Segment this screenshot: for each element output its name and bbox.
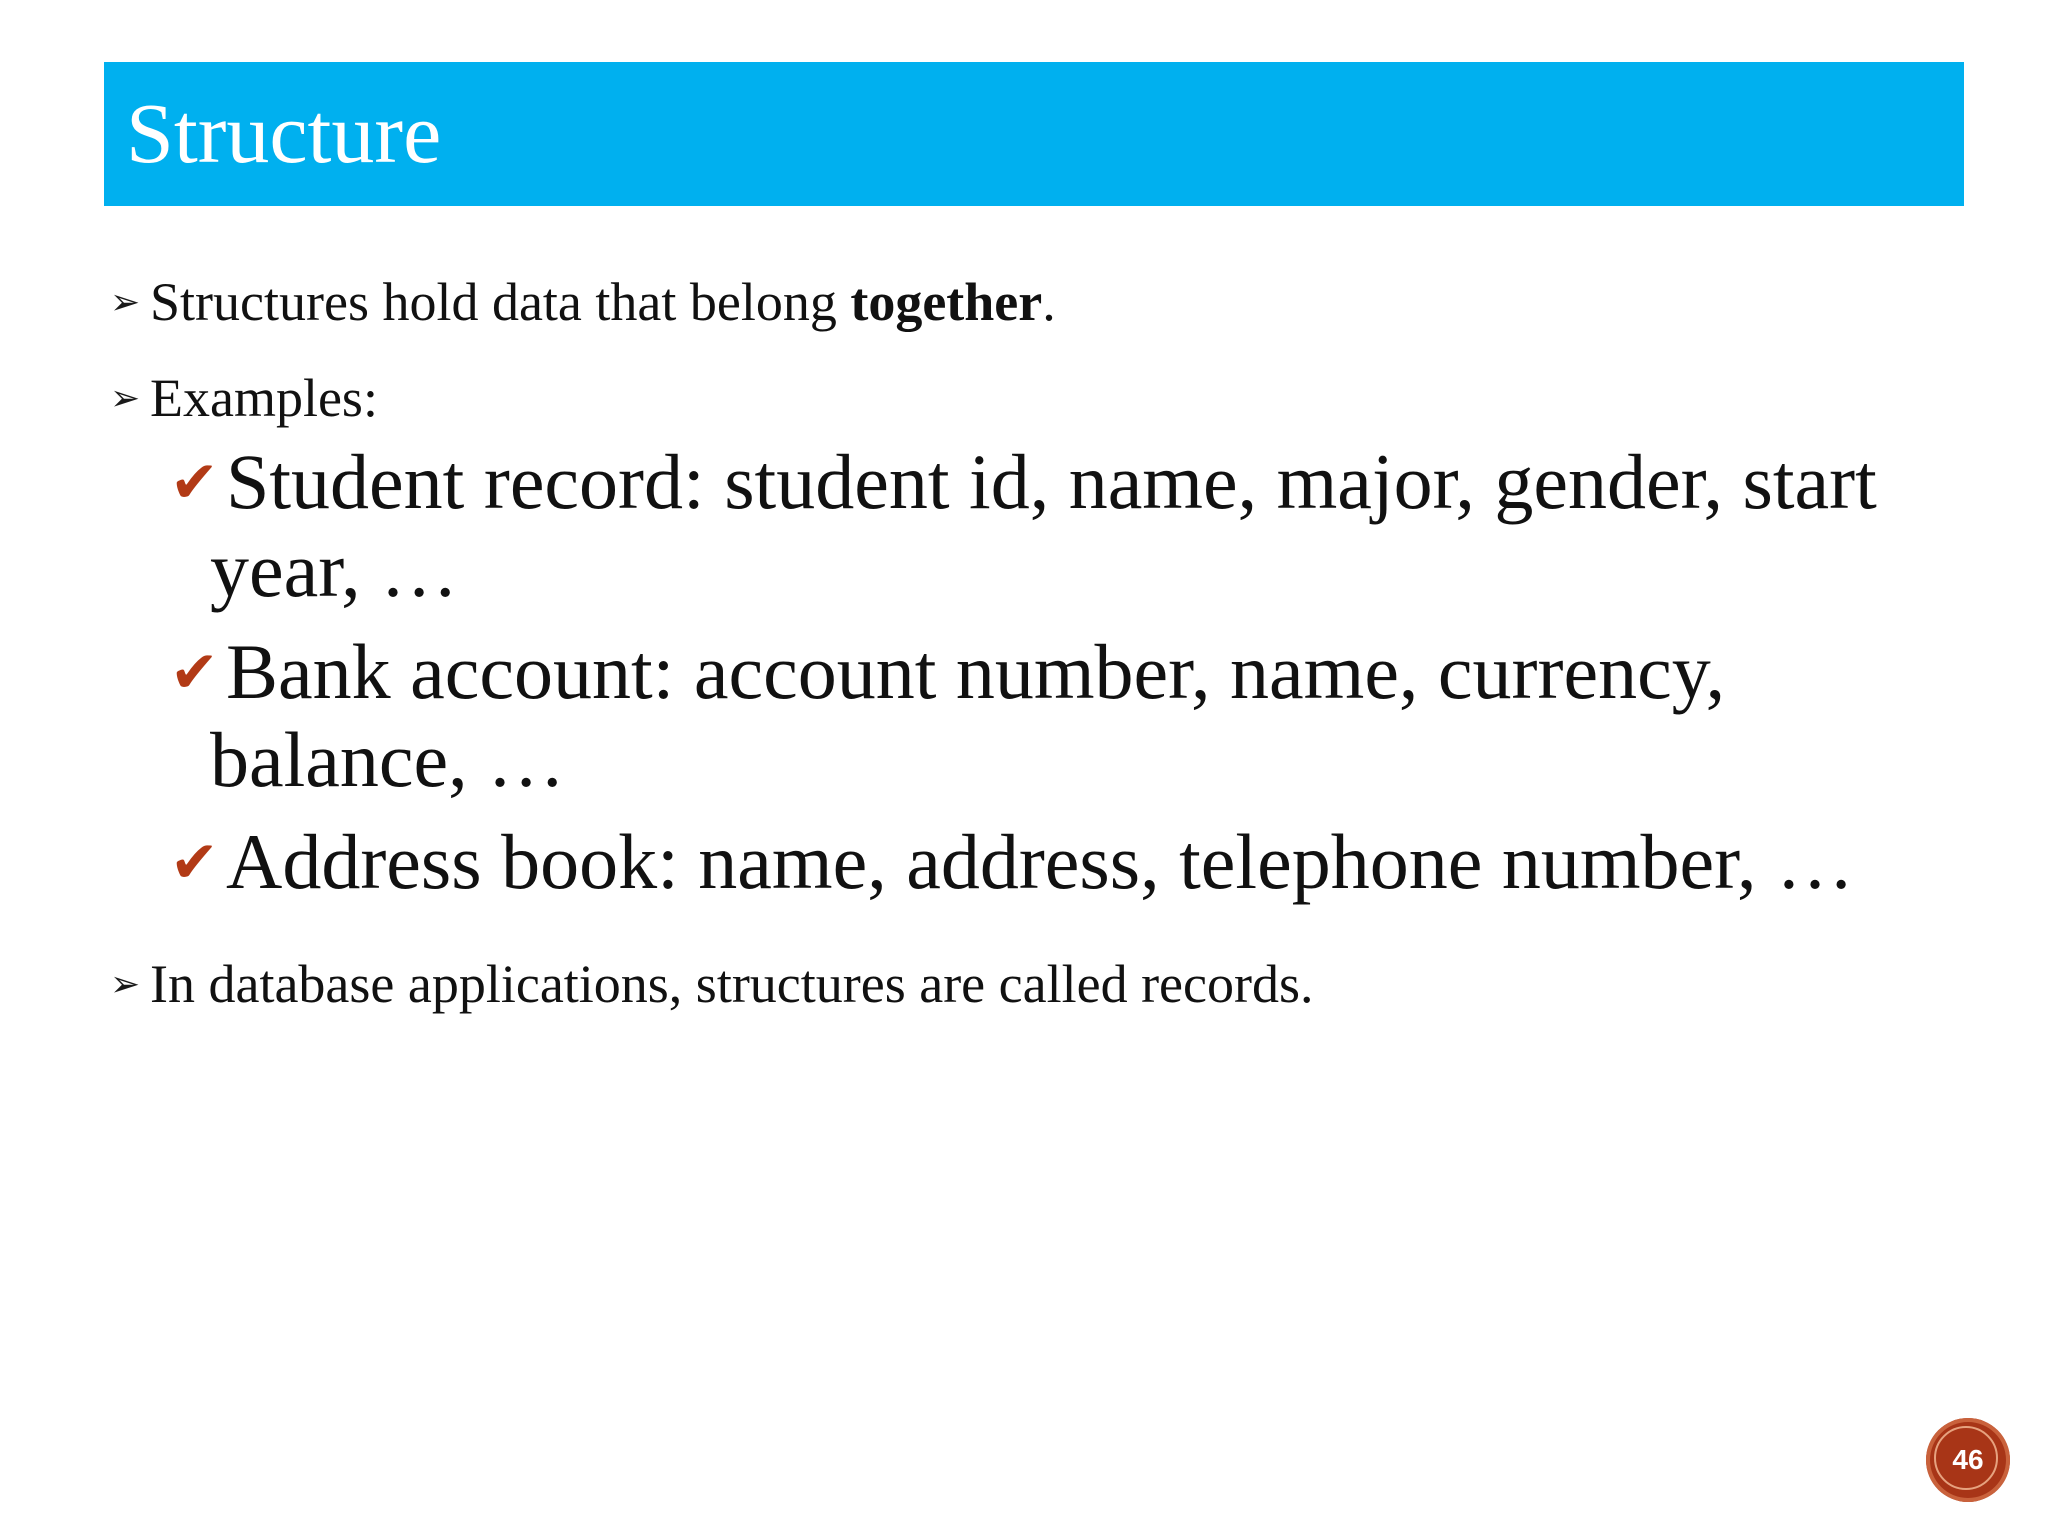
slide-title: Structure xyxy=(126,85,442,181)
example-bank-account xyxy=(170,628,1970,804)
bullet-text: Structures hold data that belong xyxy=(150,272,851,332)
example-text-line1: Student record: student id, name, major, gender, start xyxy=(226,438,1877,525)
example-student-record xyxy=(170,438,1970,614)
bullet-bold-text: together xyxy=(850,272,1043,332)
bullet-examples xyxy=(110,366,378,431)
example-text-line2: year, … xyxy=(210,526,459,613)
check-mark-icon: ✔ xyxy=(170,828,219,896)
arrow-bullet-icon: ➢ xyxy=(110,282,141,323)
example-text-line1: Address book: name, address, telephone number, … xyxy=(226,818,1854,905)
page-number-badge xyxy=(1926,1418,2010,1502)
example-address-book xyxy=(170,818,1970,906)
arrow-bullet-icon: ➢ xyxy=(110,378,141,419)
example-text-line1: Bank account: account number, name, currency, xyxy=(226,628,1726,715)
bullet-text: Examples: xyxy=(150,368,378,428)
check-mark-icon: ✔ xyxy=(170,638,219,706)
arrow-bullet-icon: ➢ xyxy=(110,964,141,1005)
check-mark-icon: ✔ xyxy=(170,448,219,516)
bullet-text-end: . xyxy=(1042,272,1056,332)
bullet-database-records xyxy=(110,952,1313,1017)
bullet-structures-hold-data xyxy=(110,270,1056,335)
example-text-line2: balance, … xyxy=(210,716,566,803)
bullet-text: In database applications, structures are called records. xyxy=(150,954,1314,1014)
page-number: 46 xyxy=(1952,1444,1984,1475)
